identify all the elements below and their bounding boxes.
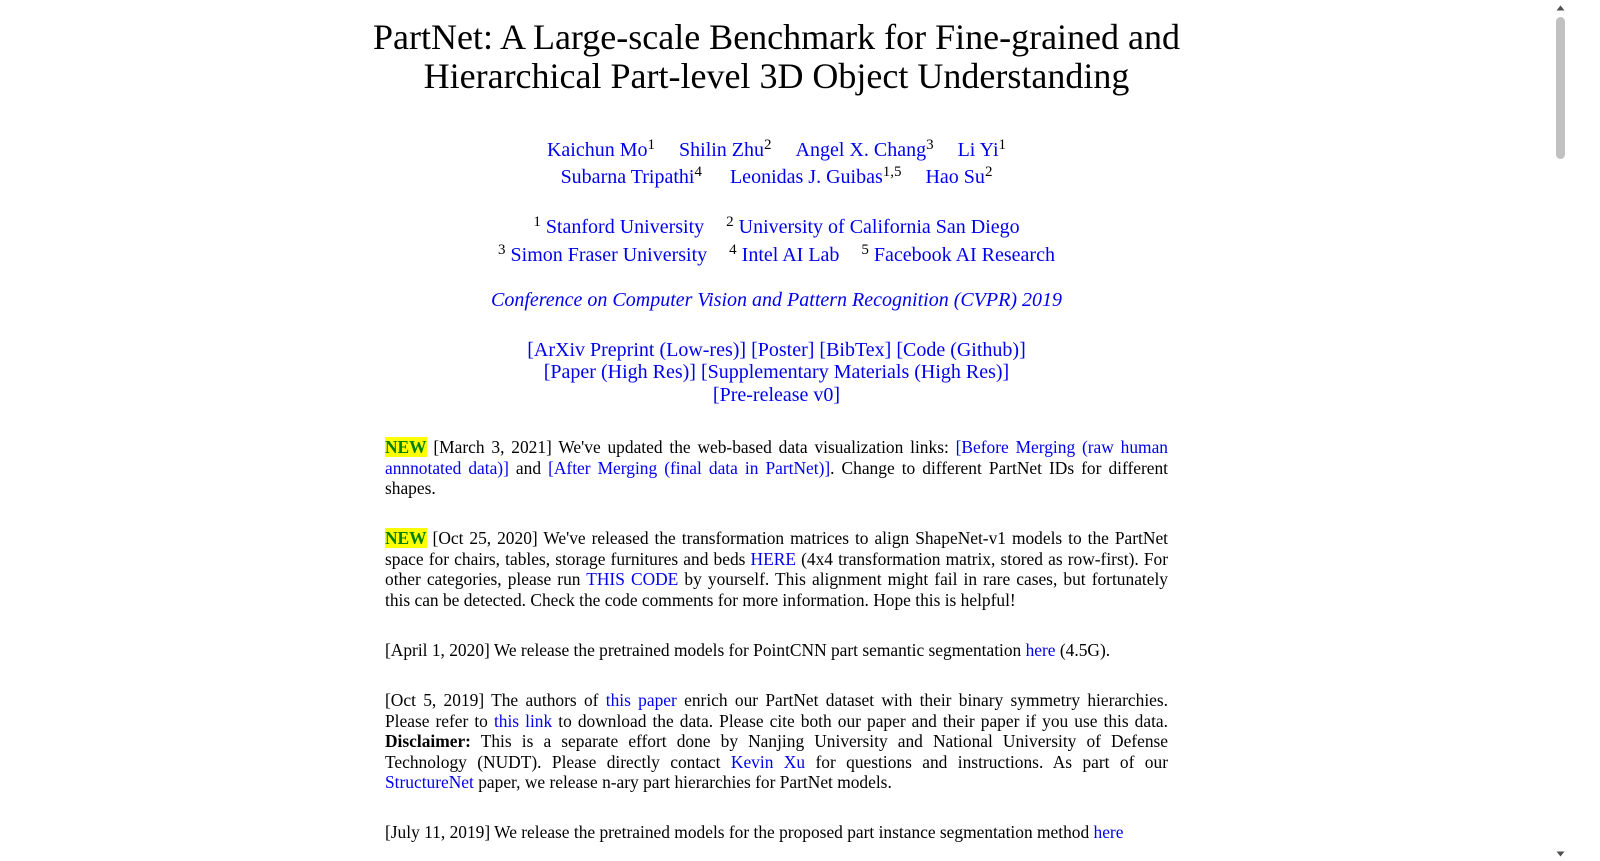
news-item <box>385 690 1168 793</box>
affiliation-number: 2 <box>726 214 734 230</box>
affiliation-link-sfu[interactable]: Simon Fraser University <box>510 244 708 266</box>
news-text: to download the data. Please cite both our paper and their paper if you use this data. <box>552 710 1168 731</box>
author-link-hao-su[interactable]: Hao Su <box>925 166 985 188</box>
resource-links-row-1 <box>0 339 1553 362</box>
news-item <box>385 437 1168 499</box>
affiliation-number: 3 <box>498 242 506 258</box>
resource-links-row-3 <box>0 384 1553 407</box>
scroll-up-arrow-icon[interactable] <box>1553 0 1568 15</box>
paper-title <box>0 18 1553 96</box>
scrollbar-thumb[interactable] <box>1556 17 1565 159</box>
news-text: (4.5G). <box>1055 640 1111 660</box>
author-list-row-2 <box>0 166 1553 189</box>
affiliation-number: 5 <box>861 242 869 258</box>
new-badge: NEW <box>385 528 427 548</box>
news-text: paper, we release n-ary part hierarchies for PartNet models. <box>473 772 892 792</box>
author-link-kaichun-mo[interactable]: Kaichun Mo <box>546 139 648 161</box>
affiliation-number: 4 <box>729 242 737 258</box>
news-text: [Oct 25, 2020] We've released the transformation matrices to align ShapeNet-v1 models to the PartNet space for chairs, tables, storage furnitures and beds <box>385 528 1168 569</box>
news-item <box>385 528 1168 610</box>
author-affiliation-sup: 4 <box>694 164 702 180</box>
author-link-shilin-zhu[interactable]: Shilin Zhu <box>679 139 765 161</box>
news-text: [March 3, 2021] We've updated the web-based data visualization links: <box>426 437 956 457</box>
author-link-leonidas-guibas[interactable]: Leonidas J. Guibas <box>729 166 883 188</box>
after-merging-link[interactable]: [After Merging (final data in PartNet)] <box>548 457 831 478</box>
affiliation-link-ucsd[interactable]: University of California San Diego <box>738 216 1020 238</box>
news-item <box>385 640 1168 661</box>
venue-line <box>0 289 1553 312</box>
paper-title-line2: Hierarchical Part-level 3D Object Understanding <box>423 56 1130 96</box>
news-text: . Change to different PartNet IDs for different shapes. <box>385 457 1168 498</box>
kevin-xu-link[interactable]: Kevin Xu <box>730 751 806 772</box>
author-affiliation-sup: 1 <box>647 137 656 153</box>
author-link-angel-chang[interactable]: Angel X. Chang <box>795 139 927 161</box>
author-affiliation-sup: 1 <box>998 137 1007 153</box>
arxiv-link[interactable]: [ArXiv Preprint (Low-res)] <box>527 339 747 361</box>
author-link-li-yi[interactable]: Li Yi <box>957 139 999 161</box>
author-list-row-1 <box>0 139 1553 162</box>
affiliation-link-stanford[interactable]: Stanford University <box>545 216 705 238</box>
vertical-scrollbar[interactable] <box>1553 0 1568 861</box>
instance-segmentation-models-link[interactable]: here <box>1093 822 1124 842</box>
news-text: enrich our PartNet dataset with their binary symmetry hierarchies. Please refer to <box>385 690 1168 731</box>
poster-link[interactable]: [Poster] <box>751 339 815 361</box>
bibtex-link[interactable]: [BibTex] <box>819 339 892 361</box>
author-affiliation-sup: 2 <box>764 137 772 153</box>
disclaimer-label: Disclaimer: <box>385 731 471 751</box>
scroll-down-arrow-icon[interactable] <box>1553 846 1568 861</box>
affiliation-link-intel[interactable]: Intel AI Lab <box>741 244 840 266</box>
author-link-subarna-tripathi[interactable]: Subarna Tripathi <box>560 166 695 188</box>
before-merging-link[interactable]: [Before Merging (raw human annnotated data)] <box>385 437 1168 478</box>
prerelease-link[interactable]: [Pre-release v0] <box>712 384 841 406</box>
news-text: [April 1, 2020] We release the pretrained models for PointCNN part semantic segmentation <box>385 640 1026 660</box>
alignment-code-link[interactable]: THIS CODE <box>586 569 679 589</box>
transformation-matrices-link[interactable]: HERE <box>750 548 796 569</box>
news-text: by yourself. This alignment might fail in rare cases, but fortunately this can be detected. Check the code comments for more information. Hope this is helpful! <box>385 569 1168 610</box>
news-text: This is a separate effort done by Nanjing University and National University of Defense Technology (NUDT). Please directly contact <box>385 731 1168 772</box>
supplementary-link[interactable]: [Supplementary Materials (High Res)] <box>700 361 1010 383</box>
news-text: [July 11, 2019] We release the pretrained models for the proposed part instance segmentation method <box>385 822 1094 842</box>
affiliation-number: 1 <box>533 214 541 230</box>
author-affiliation-sup: 1,5 <box>882 164 902 180</box>
structurenet-link[interactable]: StructureNet <box>385 772 474 792</box>
venue-link[interactable]: Conference on Computer Vision and Pattern Recognition (CVPR) 2019 <box>490 289 1062 311</box>
author-affiliation-sup: 2 <box>984 164 993 180</box>
code-github-link[interactable]: [Code (Github)] <box>896 339 1026 361</box>
resource-links-row-2 <box>0 361 1553 384</box>
new-badge: NEW <box>385 437 427 457</box>
paper-high-res-link[interactable]: [Paper (High Res)] <box>543 361 696 383</box>
author-affiliation-sup: 3 <box>926 137 934 153</box>
news-text: [Oct 5, 2019] The authors of <box>385 690 606 710</box>
news-item <box>385 822 1168 843</box>
news-text: (4x4 transformation matrix, stored as row-first). For other categories, please run <box>385 548 1168 589</box>
news-text: and <box>508 457 549 478</box>
symmetry-paper-link[interactable]: this paper <box>605 690 677 710</box>
affiliation-row-1 <box>0 216 1553 239</box>
affiliation-link-facebook[interactable]: Facebook AI Research <box>873 244 1055 266</box>
pointcnn-models-link[interactable]: here <box>1025 640 1056 660</box>
affiliation-row-2 <box>0 244 1553 267</box>
news-text: for questions and instructions. As part of our <box>805 751 1168 772</box>
symmetry-data-link[interactable]: this link <box>493 710 553 731</box>
paper-title-line1: PartNet: A Large-scale Benchmark for Fine-grained and <box>372 17 1181 57</box>
